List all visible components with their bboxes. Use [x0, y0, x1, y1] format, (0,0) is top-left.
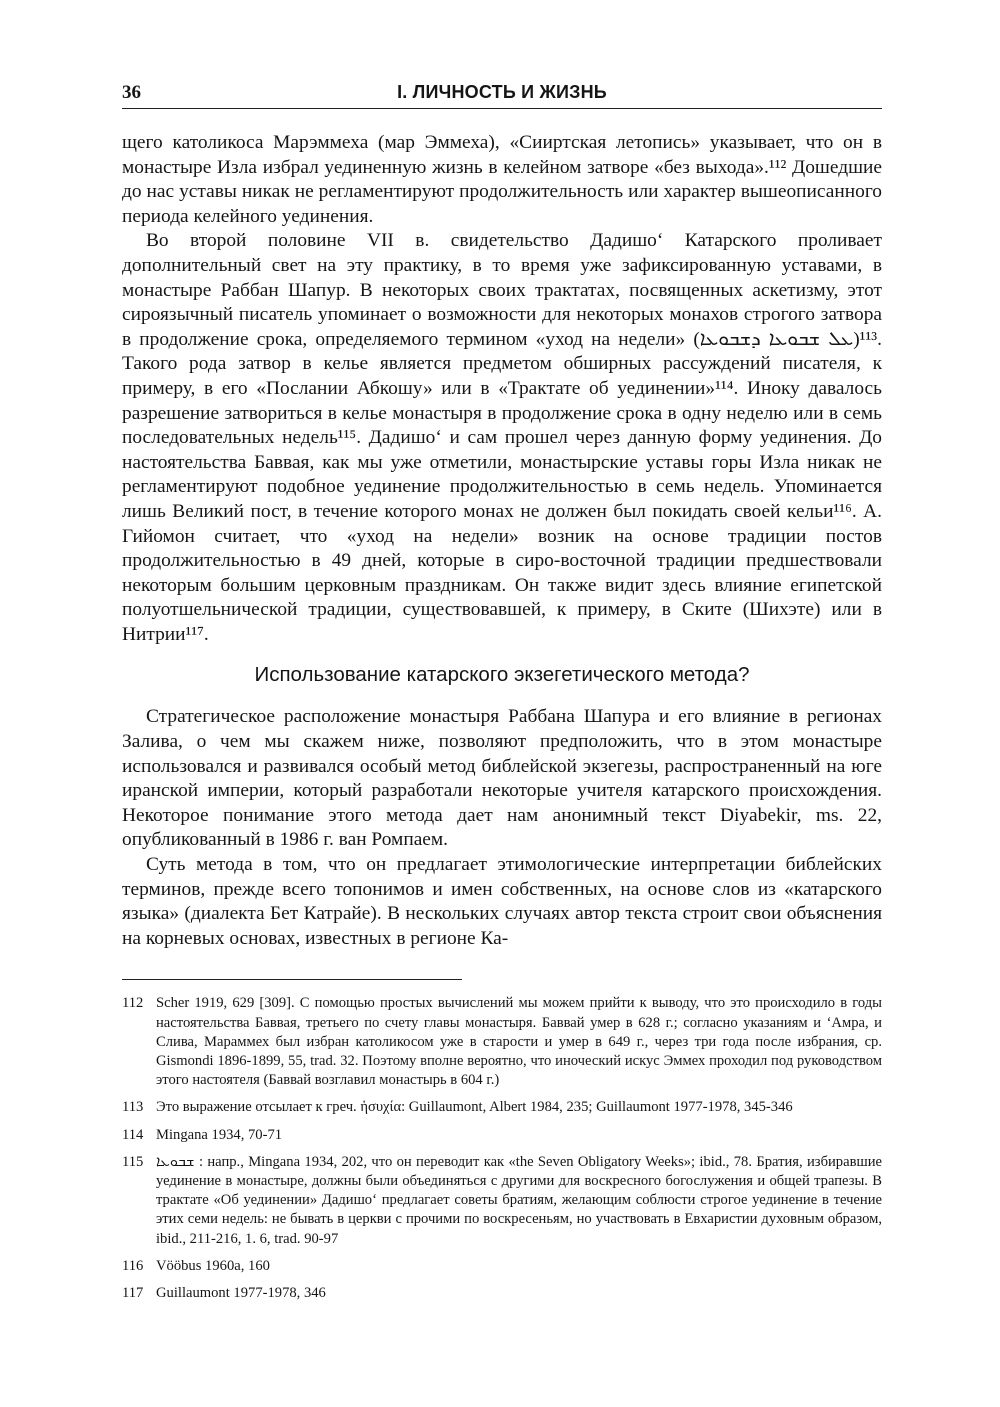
- footnote-text: Vööbus 1960a, 160: [156, 1257, 270, 1274]
- footnote-text: Guillaumont 1977-1978, 346: [156, 1285, 326, 1302]
- paragraph-dadisho: Во второй половине VII в. свидетельство Дадишо‘ Катарского проливает дополнительный свет на эту практику, в то время уже зафиксированную уставами, в монастыре Раббан Шапур. В некоторых своих трактатах, посвященных аскетизму, этот сироязычный писатель упоминает о возможности для некоторых монахов строгого затвора в продолжение срока, определяемого термином «уход на недели» (ܥܠ ܫܒܘܥܐ ܕܫܒܘܥܐ)¹¹³. Такого рода затвор в келье является предметом обширных рассуждений писателя, к примеру, в его «Послании Абкошу» или в «Трактате об уединении»¹¹⁴. Иноку давалось разрешение затвориться в келье монастыря в продолжение срока в одну неделю или в семь последовательных недель¹¹⁵. Дадишо‘ и сам прошел через данную форму уединения. До настоятельства Баввая, как мы уже отметили, монастырские уставы горы Изла никак не регламентируют подобное уединение продолжительностью в семь недель. Упоминается лишь Великий пост, в течение которого монах не должен был покидать своей кельи¹¹⁶. А. Гийомон считает, что «уход на недели» возник на основе традиции постов продолжительностью в 49 дней, которые в сиро-восточной традиции предшествовали некоторым большим церковным праздникам. Он также видит здесь влияние египетской полуотшельнической традиции, существовавшей, к примеру, в Ските (Шихэте) или в Нитрии¹¹⁷.: [122, 230, 882, 645]
- footnote-112: [122, 994, 882, 1090]
- paragraph-method: Суть метода в том, что он предлагает этимологические интерпретации библейских терминов, прежде всего топонимов и имен собственных, на основе слов из «катарского языка» (диалекта Бет Катрайе). В нескольких случаях автор текста строит свои объяснения на корневых основах, известных в регионе Ка-: [122, 854, 882, 949]
- footnote-separator: [122, 979, 462, 980]
- footnote-117: [122, 1284, 882, 1303]
- footnote-number: 116: [122, 1257, 144, 1274]
- footnote-114: [122, 1126, 882, 1145]
- section-heading: Использование катарского экзегетического метода?: [254, 663, 750, 687]
- footnote-113: [122, 1098, 882, 1117]
- footnote-number: 114: [122, 1126, 144, 1143]
- footnote-number: 117: [122, 1285, 144, 1302]
- footnotes: [122, 994, 882, 1303]
- footnote-number: 112: [122, 995, 144, 1012]
- footnote-115: [122, 1153, 882, 1249]
- paragraph-continuation: щего католикоса Марэммеха (мар Эммеха), «Сииртская летопись» указывает, что он в монастыре Изла избрал уединенную жизнь в келейном затворе «без выхода».¹¹² Дошедшие до нас уставы никак не регламентируют продолжительность или характер вышеописанного периода келейного уединения.: [122, 132, 882, 227]
- paragraph-strategic: Стратегическое расположение монастыря Раббана Шапура и его влияние в регионах Залива, о чем мы скажем ниже, позволяют предположить, что в этом монастыре использовался и развивался особый метод библейской экзегезы, распространенный на юге иранской империи, который разработали некоторые учителя катарского происхождения. Некоторое понимание этого метода дает нам анонимный текст Diyabekir, ms. 22, опубликованный в 1986 г. ван Ромпаем.: [122, 706, 882, 851]
- book-page: [122, 78, 882, 1311]
- footnote-text: Это выражение отсылает к греч. ἡσυχία: Guillaumont, Albert 1984, 235; Guillaumont 1977-1978, 345-346: [156, 1099, 793, 1116]
- footnote-text: ܫܒܘܥܐ : напр., Mingana 1934, 202, что он переводит как «the Seven Obligatory Weeks»; ibid., 78. Братия, избиравшие уединение в монастыре, должны были объединяться с другими для воскресного богослужения и общей трапезы. В трактате «Об уединении» Дадишо‘ предлагает советы братиям, желающим соблюсти строгое уединение в течение этих семи недель: не бывать в церкви с прочими по воскресеньям, но участвовать в Евхаристии духовным образом, ibid., 211-216, 1. 6, trad. 90-97: [156, 1153, 882, 1247]
- footnote-text: Scher 1919, 629 [309]. С помощью простых вычислений мы можем прийти к выводу, что это происходило в годы настоятельства Баввая, третьего по счету главы монастыря. Баввай умер в 628 г.; согласно указаниям и ‘Амра, и Слива, Мараммех был избран католикосом уже в старости и умер в 649 г., через три года после избрания, ср. Gismondi 1896-1899, 55, trad. 32. Поэтому вполне вероятно, что иноческий искус Эммех проходил под руководством этого настоятеля (Баввай возглавил монастырь в 604 г.): [156, 995, 882, 1089]
- footnote-number: 113: [122, 1099, 144, 1116]
- footnote-text: Mingana 1934, 70-71: [156, 1126, 283, 1143]
- footnote-116: [122, 1257, 882, 1276]
- page-header: [122, 78, 882, 109]
- page-number: 36: [122, 82, 141, 103]
- main-text: [122, 131, 882, 951]
- footnote-number: 115: [122, 1153, 144, 1170]
- running-title: I. ЛИЧНОСТЬ И ЖИЗНЬ: [397, 82, 607, 102]
